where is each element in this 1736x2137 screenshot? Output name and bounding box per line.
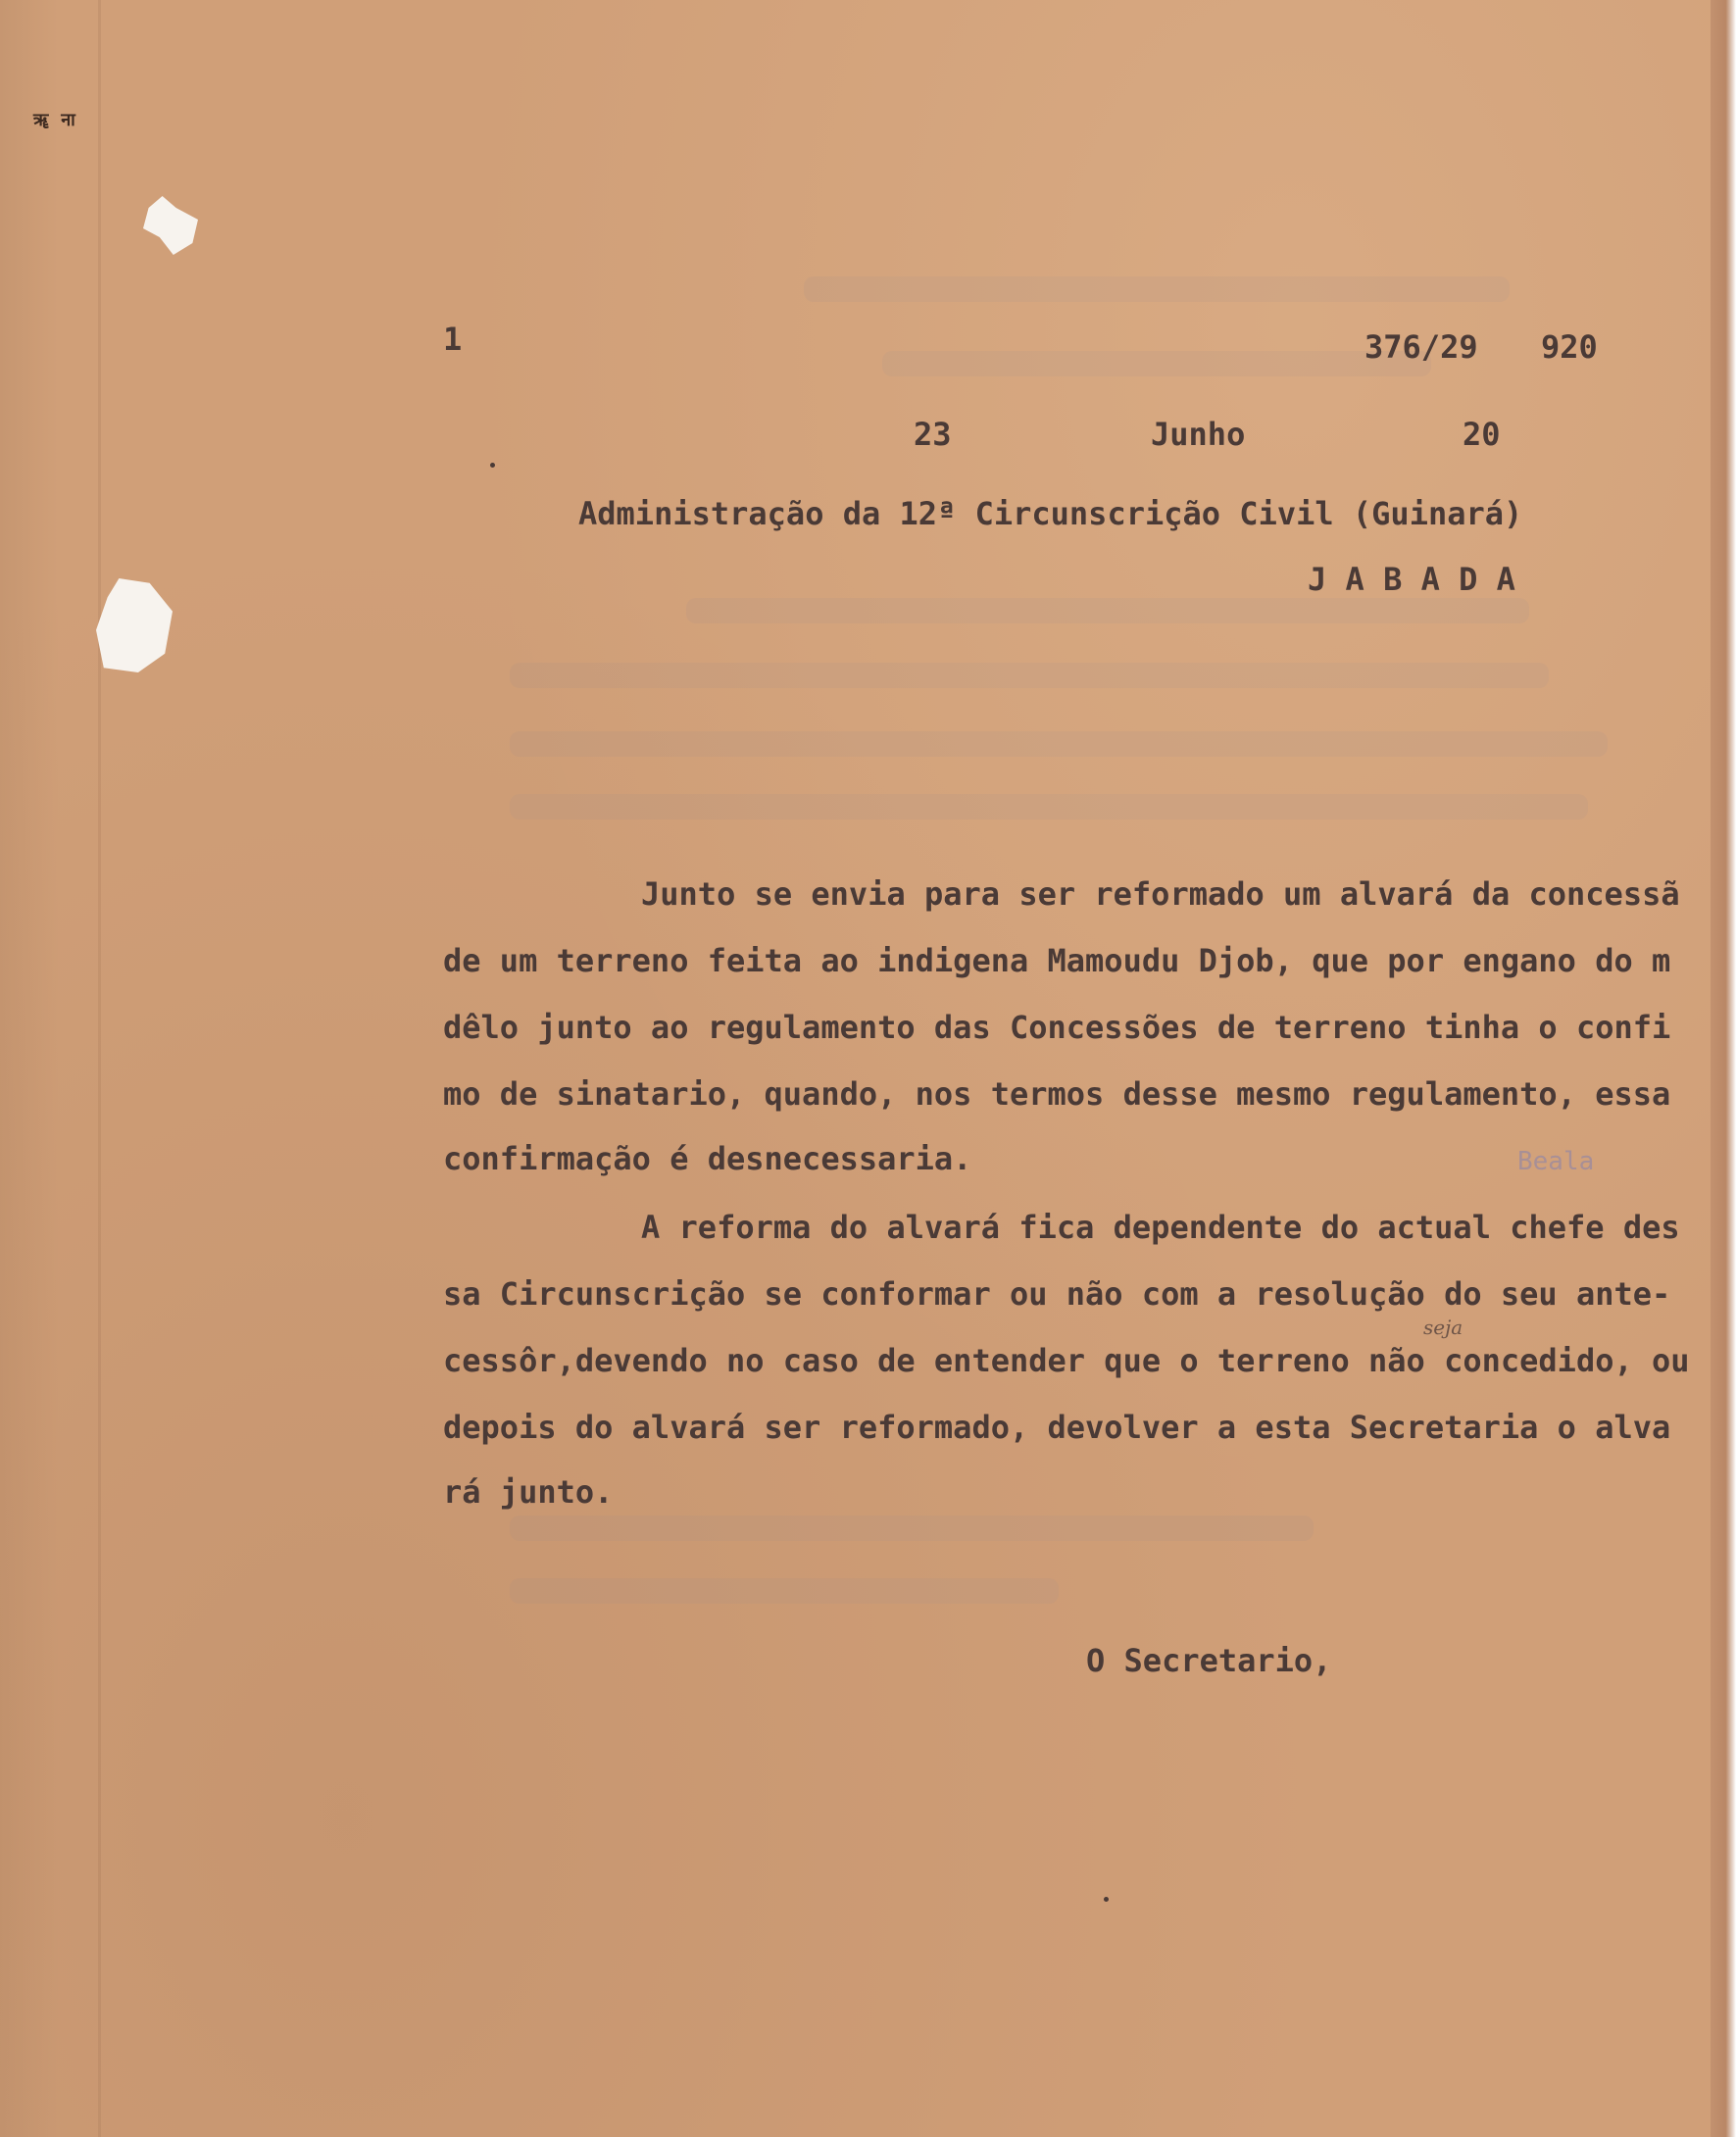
body-line: dêlo junto ao regulamento das Concessões de terreno tinha o confi: [443, 1009, 1671, 1046]
bleed-through-line: [882, 351, 1431, 376]
bleed-through-line: [686, 598, 1529, 623]
pencil-insertion: seja: [1423, 1316, 1463, 1339]
bleed-through-line: [510, 731, 1608, 757]
corner-mark: ॠ ना: [33, 110, 76, 130]
paper-right-edge: [1711, 0, 1736, 2137]
body-line: sa Circunscrição se conformar ou não com a resolução do seu ante-: [443, 1275, 1671, 1313]
body-line: mo de sinatario, quando, nos termos desse mesmo regulamento, essa: [443, 1075, 1671, 1113]
body-line: confirmação é desnecessaria.: [443, 1140, 972, 1177]
recipient-office: Administração da 12ª Circunscrição Civil (Guinará): [578, 495, 1523, 532]
recipient-place: J A B A D A: [1308, 561, 1515, 598]
signature-line: O Secretario,: [1086, 1642, 1332, 1679]
body-line: cessôr,devendo no caso de entender que o terreno não concedido, ou: [443, 1342, 1690, 1379]
ink-dot: [490, 463, 495, 468]
date-day: 23: [914, 416, 952, 453]
paper-fold-line: [98, 0, 101, 2137]
body-line: de um terreno feita ao indigena Mamoudu Djob, que por engano do m: [443, 942, 1671, 979]
bleed-through-line: [510, 1578, 1059, 1604]
reference-number: 376/29: [1364, 328, 1478, 366]
body-line: A reforma do alvará fica dependente do actual chefe des: [641, 1209, 1680, 1246]
body-line: depois do alvará ser reformado, devolver a esta Secretaria o alva: [443, 1409, 1671, 1446]
bleed-through-fragment: Beala: [1517, 1147, 1595, 1176]
bleed-through-line: [510, 794, 1588, 820]
page-number: 1: [443, 321, 463, 358]
reference-year: 920: [1541, 328, 1598, 366]
body-line: rá junto.: [443, 1473, 614, 1511]
ink-dot: [1104, 1897, 1109, 1902]
date-year: 20: [1463, 416, 1501, 453]
date-month: Junho: [1151, 416, 1246, 453]
bleed-through-line: [510, 663, 1549, 688]
bleed-through-line: [510, 1516, 1314, 1541]
body-line: Junto se envia para ser reformado um alvará da concessã: [641, 875, 1680, 913]
bleed-through-line: [804, 276, 1510, 302]
